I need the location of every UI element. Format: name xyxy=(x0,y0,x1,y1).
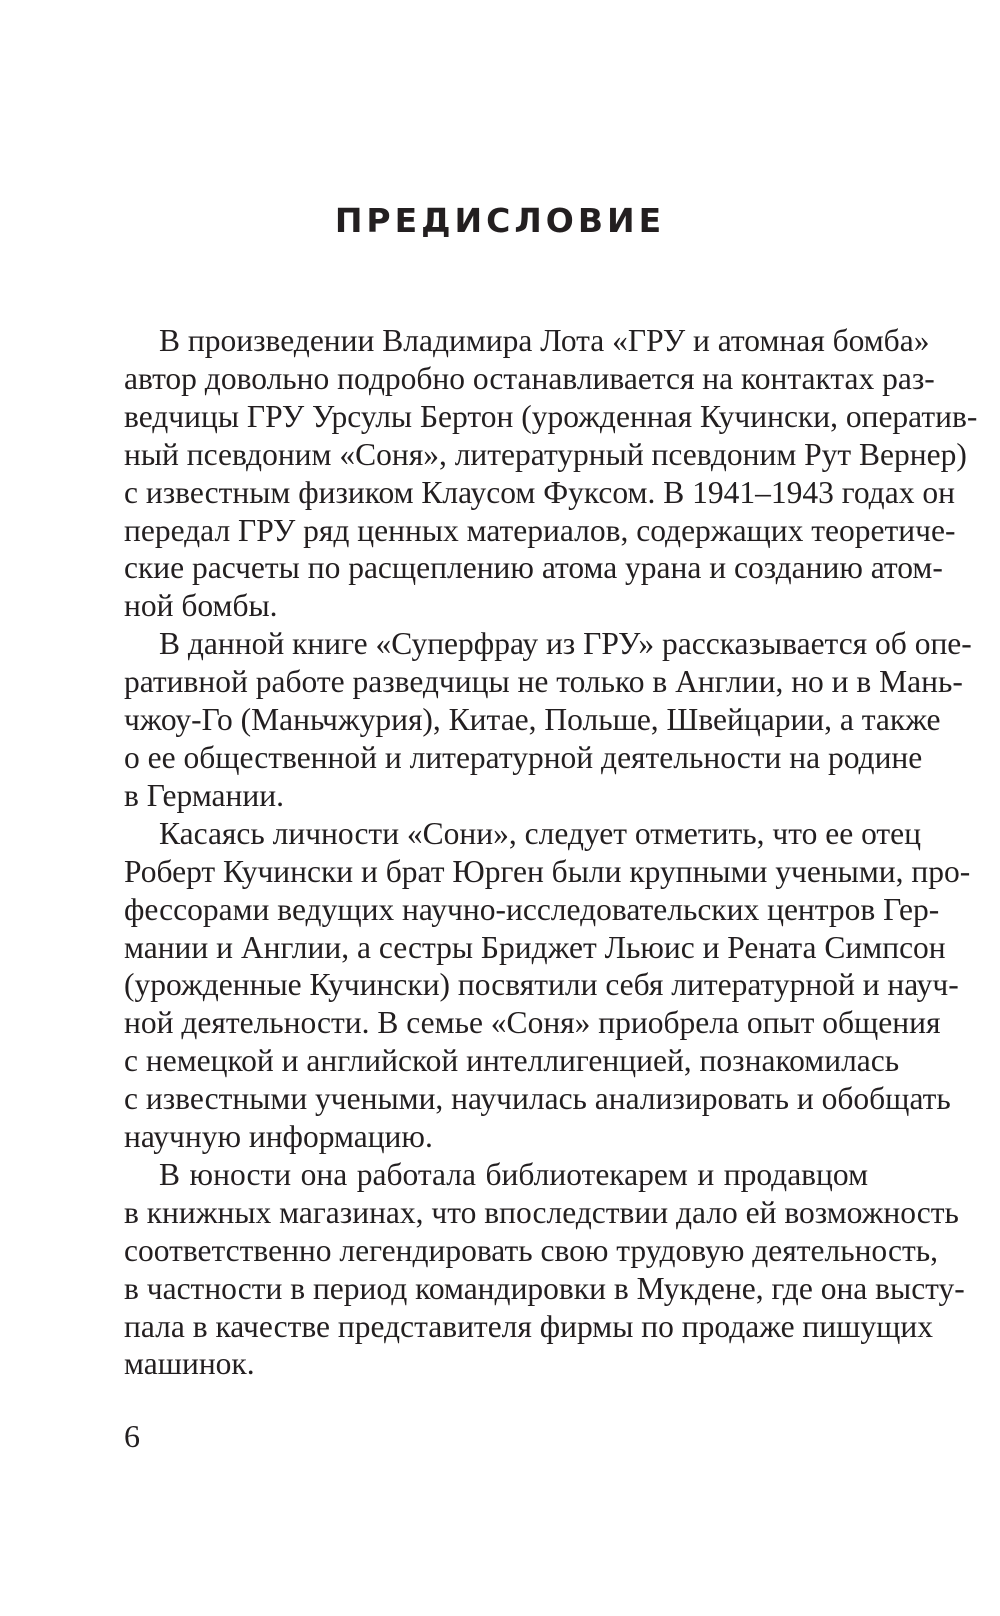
text-line: ведчицы ГРУ Урсулы Бертон (урожденная Кучински, оператив- xyxy=(124,398,978,434)
text-line: с известным физиком Клаусом Фуксом. В 1941–1943 годах он xyxy=(124,474,955,510)
paragraph xyxy=(124,815,971,1156)
text-line: ративной работе разведчицы не только в Англии, но и в Мань- xyxy=(124,664,963,700)
text-line: автор довольно подробно останавливается на контактах раз- xyxy=(124,360,935,396)
page-number: 6 xyxy=(124,1418,140,1454)
paragraph xyxy=(124,1156,965,1383)
chapter-title: ПРЕДИСЛОВИЕ xyxy=(334,201,666,240)
text-line: мании и Англии, а сестры Бриджет Льюис и Рената Симпсон xyxy=(124,929,946,965)
text-line: В юности она работала библиотекарем и продавцом xyxy=(159,1156,868,1192)
text-line: фессорами ведущих научно-исследовательских центров Гер- xyxy=(124,891,940,927)
text-line: с известными учеными, научилась анализировать и обобщать xyxy=(124,1081,951,1117)
text-line: передал ГРУ ряд ценных материалов, содержащих теоретиче- xyxy=(124,512,956,548)
text-line: Роберт Кучински и брат Юрген были крупными учеными, про- xyxy=(124,853,971,889)
text-line: Касаясь личности «Сони», следует отметить, что ее отец xyxy=(159,815,922,851)
text-line: соответственно легендировать свою трудовую деятельность, xyxy=(124,1232,938,1268)
body-text xyxy=(124,322,978,1383)
paragraph xyxy=(124,625,972,815)
text-line: с немецкой и английской интеллигенцией, познакомилась xyxy=(124,1043,900,1079)
text-line: В данной книге «Суперфрау из ГРУ» рассказывается об опе- xyxy=(159,626,972,662)
text-line: в частности в период командировки в Мукдене, где она высту- xyxy=(124,1270,965,1306)
text-line: машинок. xyxy=(124,1346,255,1382)
text-line: в Германии. xyxy=(124,777,284,813)
text-line: (урожденные Кучински) посвятили себя литературной и науч- xyxy=(124,967,959,1003)
paragraph xyxy=(124,322,978,625)
text-line: научную информацию. xyxy=(124,1119,433,1155)
text-line: о ее общественной и литературной деятельности на родине xyxy=(124,739,923,775)
text-line: чжоу-Го (Маньчжурия), Китае, Польше, Швейцарии, а также xyxy=(124,702,941,738)
text-line: пала в качестве представителя фирмы по продаже пишущих xyxy=(124,1308,934,1344)
text-line: В произведении Владимира Лота «ГРУ и атомная бомба» xyxy=(159,323,930,358)
text-line: ские расчеты по расщеплению атома урана и созданию атом- xyxy=(124,550,943,586)
text-line: ный псевдоним «Соня», литературный псевдоним Рут Вернер) xyxy=(124,436,967,472)
text-line: ной деятельности. В семье «Соня» приобрела опыт общения xyxy=(124,1005,941,1041)
text-line: ной бомбы. xyxy=(124,588,278,624)
text-line: в книжных магазинах, что впоследствии дало ей возможность xyxy=(124,1194,959,1230)
